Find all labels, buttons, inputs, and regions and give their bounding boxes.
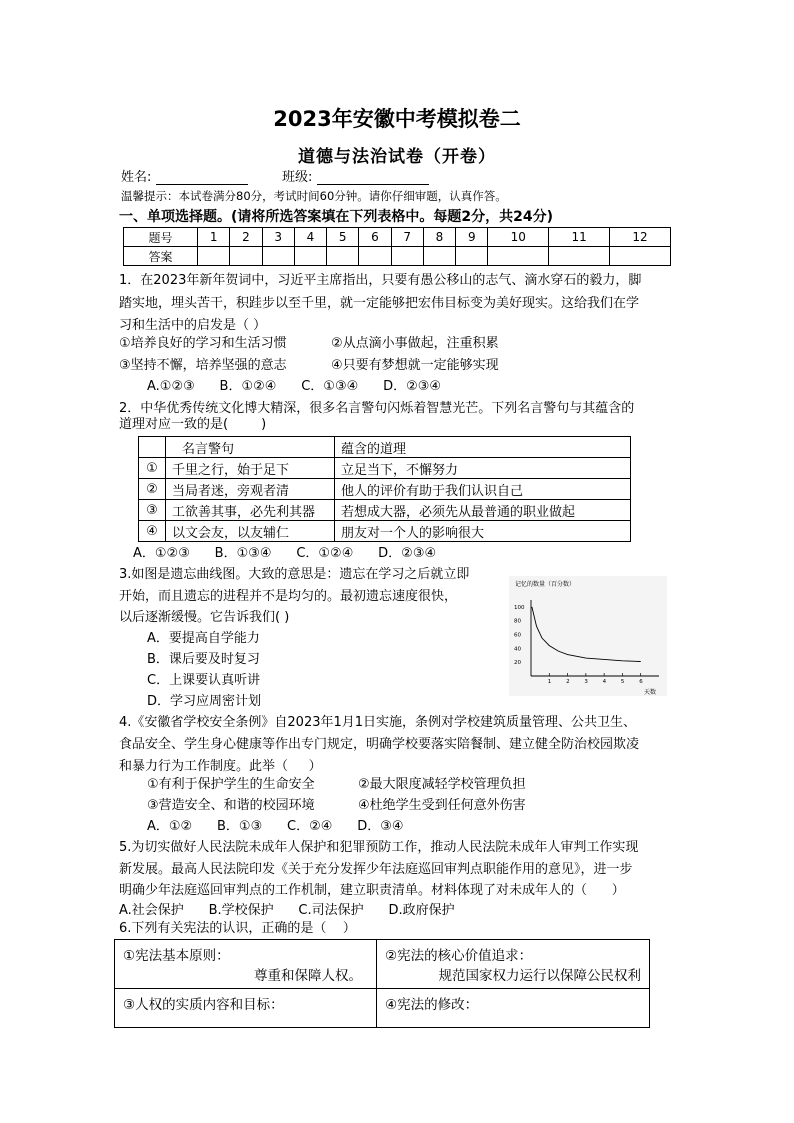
table-row [139, 521, 631, 542]
name-blank[interactable] [156, 172, 248, 185]
q2-stem-line1: 2．中华优秀传统文化博大精深，很多名言警句闪烁着智慧光芒。下列名言警句与其蕴含的 [119, 401, 635, 416]
q4-stem-line1: 4.《安徽省学校安全条例》自2023年1月1日实施，条例对学校建筑质量管理、公共卫生、 [119, 715, 637, 730]
q1-stem-line1: 1．在2023年新年贺词中，习近平主席指出，只要有愚公移山的志气、滴水穿石的毅力，脚 [119, 273, 642, 288]
q3-option-c: C．上课要认真听讲 [147, 673, 261, 688]
forgetting-curve-chart [509, 576, 667, 696]
answer-label: 答案 [124, 247, 198, 266]
q2-header-meaning: 蕴含的道理 [335, 437, 631, 458]
q4-stem-line3: 和暴力行为工作制度。此举（ ） [119, 759, 322, 774]
question-number: 11 [549, 228, 610, 247]
answer-table-answer-row [124, 247, 671, 266]
answer-cell[interactable] [488, 247, 549, 266]
q1-option-3: ③坚持不懈，培养坚强的意志 [119, 358, 287, 373]
q5-stem-line2: 新发展。最高人民法院印发《关于充分发挥少年法庭巡回审判点职能作用的意见》，进一步 [119, 862, 633, 877]
chart-y-tick-label: 20 [514, 660, 521, 667]
table-row [139, 500, 631, 521]
question-number: 12 [610, 228, 671, 247]
q6-cell-1-title: ①宪法基本原则： [123, 948, 230, 964]
question-number: 2 [230, 228, 262, 247]
class-blank[interactable] [317, 172, 429, 185]
exam-tip: 温馨提示：本试卷满分80分，考试时间60分钟。请你仔细审题，认真作答。 [121, 189, 507, 203]
answer-cell[interactable] [294, 247, 326, 266]
q6-cell-2-body: 规范国家权力运行以保障公民权利 [438, 968, 641, 984]
question-number: 7 [391, 228, 423, 247]
answer-cell[interactable] [391, 247, 423, 266]
q5-stem-line1: 5.为切实做好人民法院未成年人保护和犯罪预防工作，推动人民法院未成年人审判工作实现 [119, 840, 639, 855]
q2-row-number: ③ [139, 500, 166, 521]
question-number: 8 [423, 228, 455, 247]
q6-cell-4 [377, 989, 650, 1028]
q2-row-quote: 以文会友，以友辅仁 [166, 521, 335, 542]
q2-row-meaning: 立足当下，不懈努力 [335, 458, 631, 479]
answer-cell[interactable] [549, 247, 610, 266]
question-number-label: 题号 [124, 228, 198, 247]
chart-x-tick-label: 2 [566, 679, 570, 685]
q3-option-a: A．要提高自学能力 [147, 631, 260, 646]
class-label: 班级: [282, 170, 313, 185]
answer-cell[interactable] [610, 247, 671, 266]
answer-cell[interactable] [359, 247, 391, 266]
q4-option-2: ②最大限度减轻学校管理负担 [358, 777, 526, 792]
q6-cell-3 [115, 989, 377, 1028]
answer-cell[interactable] [198, 247, 230, 266]
question-number: 9 [456, 228, 488, 247]
q4-choices: A．①② B．①③ C．②④ D．③④ [147, 819, 404, 834]
table-row [115, 940, 650, 989]
name-field [121, 166, 248, 185]
answer-cell[interactable] [456, 247, 488, 266]
q5-choices: A.社会保护 B.学校保护 C.司法保护 D.政府保护 [119, 903, 455, 918]
question-number: 6 [359, 228, 391, 247]
q2-choices: A．①②③ B．①③④ C．①②④ D．②③④ [133, 546, 437, 561]
answer-cell[interactable] [230, 247, 262, 266]
q1-choices: A.①②③ B．①②④ C．①③④ D．②③④ [147, 379, 442, 394]
q4-stem-line2: 食品安全、学生身心健康等作出专门规定，明确学校要落实陪餐制、建立健全防治校园欺凌 [119, 737, 640, 752]
name-label: 姓名: [121, 170, 152, 185]
q6-cell-1 [115, 940, 377, 989]
table-row [139, 458, 631, 479]
chart-x-label: 天数 [644, 689, 657, 696]
question-number: 1 [198, 228, 230, 247]
q6-cell-2-title: ②宪法的核心价值追求： [385, 948, 533, 964]
q1-option-2: ②从点滴小事做起，注重积累 [331, 336, 499, 351]
q2-row-number: ① [139, 458, 166, 479]
q2-stem-line2: 道理对应一致的是( ) [119, 417, 267, 432]
chart-y-tick-label: 100 [514, 604, 525, 611]
section-heading: 一、单项选择题。(请将所选答案填在下列表格中。每题2分，共24分) [119, 209, 554, 225]
q2-row-meaning: 若想成大器，必须先从最普通的职业做起 [335, 500, 631, 521]
chart-y-tick-label: 60 [514, 632, 521, 639]
q3-option-d: D．学习应周密计划 [147, 694, 262, 709]
q2-row-quote: 工欲善其事，必先利其器 [166, 500, 335, 521]
q6-statement-table [114, 939, 650, 1028]
class-field [282, 166, 429, 185]
q3-stem-line1: 3.如图是遗忘曲线图。大致的意思是：遗忘在学习之后就立即 [119, 567, 470, 582]
q2-empty-cell [139, 437, 166, 458]
question-number: 5 [327, 228, 359, 247]
q2-header-quote: 名言警句 [166, 437, 335, 458]
answer-table [123, 227, 671, 266]
chart-y-tick-label: 80 [514, 618, 521, 625]
table-row [115, 989, 650, 1028]
q4-option-4: ④杜绝学生受到任何意外伤害 [358, 798, 526, 813]
q6-cell-1-body: 尊重和保障人权。 [254, 968, 362, 984]
q6-cell-4-title: ④宪法的修改： [385, 997, 479, 1013]
question-number: 4 [294, 228, 326, 247]
chart-x-tick-label: 5 [620, 679, 625, 685]
q4-option-1: ①有利于保护学生的生命安全 [147, 777, 315, 792]
q1-stem-line3: 习和生活中的启发是（ ） [119, 318, 267, 333]
chart-y-label: 记忆的数量（百分数） [515, 581, 576, 588]
page-title: 2023年安徽中考模拟卷二 [273, 107, 521, 131]
q2-row-number: ② [139, 479, 166, 500]
question-number: 10 [488, 228, 549, 247]
q1-stem-line2: 踏实地，埋头苦干，积跬步以至千里，就一定能够把宏伟目标变为美好现实。这给我们在学 [119, 296, 640, 311]
q4-option-3: ③营造安全、和谐的校园环境 [147, 798, 315, 813]
q1-option-4: ④只要有梦想就一定能够实现 [331, 358, 499, 373]
q3-option-b: B．课后要及时复习 [147, 652, 260, 667]
q2-row-quote: 千里之行，始于足下 [166, 458, 335, 479]
chart-x-tick-label: 1 [547, 679, 552, 685]
q5-stem-line3: 明确少年法庭巡回审判点的工作机制，建立职责清单。材料体现了对未成年人的（ ） [119, 883, 625, 898]
q1-option-1: ①培养良好的学习和生活习惯 [119, 336, 287, 351]
q6-cell-3-title: ③人权的实质内容和目标： [123, 997, 284, 1013]
q6-cell-2 [377, 940, 650, 989]
answer-cell[interactable] [262, 247, 294, 266]
question-number: 3 [262, 228, 294, 247]
q2-row-meaning: 他人的评价有助于我们认识自己 [335, 479, 631, 500]
answer-cell[interactable] [327, 247, 359, 266]
table-row [139, 479, 631, 500]
chart-y-tick-label: 40 [514, 646, 521, 653]
q2-row-number: ④ [139, 521, 166, 542]
q2-table-header [139, 437, 631, 458]
chart-background [509, 576, 667, 696]
q2-row-meaning: 朋友对一个人的影响很大 [335, 521, 631, 542]
page-subtitle: 道德与法治试卷（开卷） [298, 147, 496, 167]
answer-cell[interactable] [423, 247, 455, 266]
q2-quote-table [138, 436, 631, 542]
q3-stem-line3: 以后逐渐缓慢。它告诉我们( ) [119, 610, 290, 625]
chart-x-tick-label: 4 [602, 679, 607, 685]
q3-stem-line2: 开始，而且遗忘的进程并不是均匀的。最初遗忘速度很快， [119, 589, 458, 604]
q6-stem: 6.下列有关宪法的认识，正确的是（ ） [119, 921, 356, 936]
q2-row-quote: 当局者迷，旁观者清 [166, 479, 335, 500]
chart-x-tick-label: 6 [639, 679, 643, 685]
chart-x-tick-label: 3 [584, 679, 588, 685]
answer-table-number-row [124, 228, 671, 247]
